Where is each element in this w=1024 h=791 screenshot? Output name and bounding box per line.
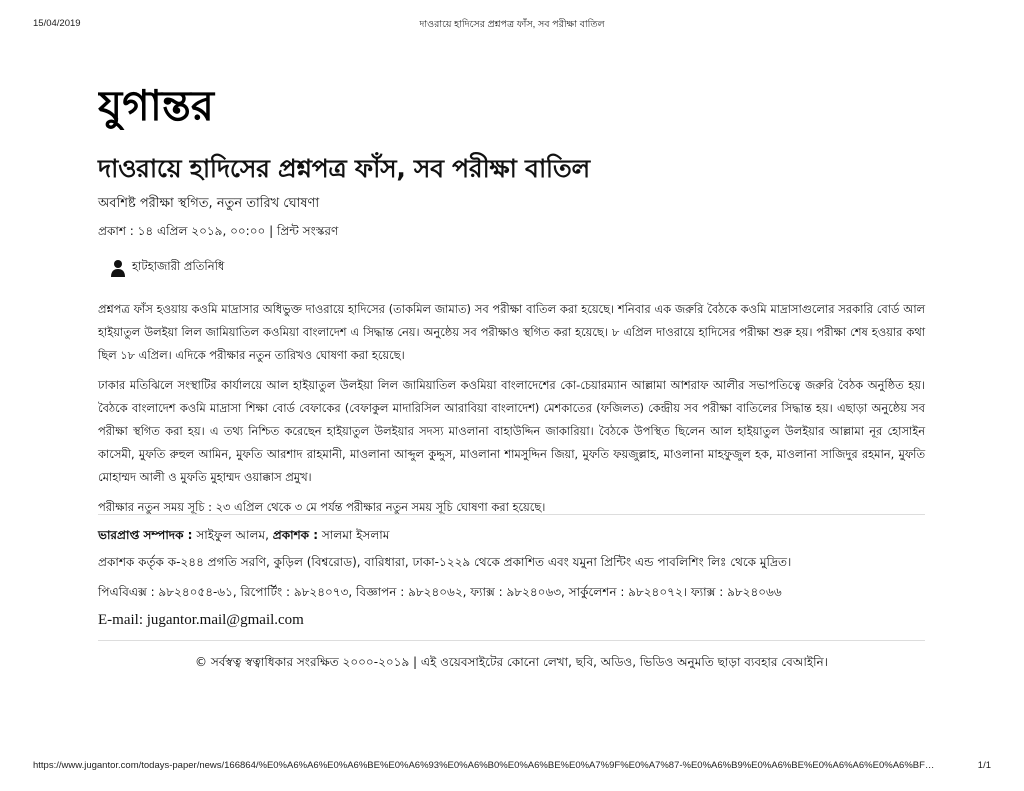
contact-email[interactable]: E-mail: jugantor.mail@gmail.com xyxy=(98,612,304,628)
print-page-number: 1/1 xyxy=(977,760,991,771)
user-icon xyxy=(110,259,126,277)
author-line xyxy=(110,258,224,277)
article-subtitle: অবশিষ্ট পরীক্ষা স্থগিত, নতুন তারিখ ঘোষণা xyxy=(98,196,320,211)
article-body xyxy=(98,298,925,525)
publisher-label: প্রকাশক : xyxy=(272,528,319,542)
print-url: https://www.jugantor.com/todays-paper/news/166864/%E0%A6%A6%E0%A6%BE%E0%A6%93%E0%A6%B0%E0%A6%BE%E0%A7%9F%E0%A7%87-%E0%A6%B9%E0%A6%BE%E0%A6%A6%E0%A6%BF… xyxy=(33,760,935,771)
publish-info: প্রকাশ : ১৪ এপ্রিল ২০১৯, ০০:০০ | প্রিন্ট সংস্করণ xyxy=(98,224,339,238)
logo-text: যুগান্তর xyxy=(98,81,214,130)
jugantor-logo[interactable] xyxy=(98,80,360,130)
editor-line xyxy=(98,527,389,547)
footer-divider xyxy=(98,514,925,515)
publisher-name: সালমা ইসলাম xyxy=(318,528,390,542)
print-date: 15/04/2019 xyxy=(33,18,81,29)
publisher-address: প্রকাশক কর্তৃক ক-২৪৪ প্রগতি সরণি, কুড়িল (বিশ্বরোড), বারিধারা, ঢাকা-১২২৯ থেকে প্রকাশিত এবং যমুনা প্রিন্টিং এন্ড পাবলিশিং লিঃ থেকে মুদ্রিত। xyxy=(98,555,792,569)
article-paragraph: প্রশ্নপত্র ফাঁস হওয়ায় কওমি মাদ্রাসার অধিভুক্ত দাওরায়ে হাদিসের (তাকমিল জামাত) সব পরীক্ষা বাতিল করা হয়েছে। শনিবার এক জরুরি বৈঠকে কওমি মাদ্রাসাগুলোর সরকারি বোর্ড আল হাইয়াতুল উলইয়া লিল জামিয়াতিল কওমিয়া বাংলাদেশ এ সিদ্ধান্ত নেয়। অনুষ্ঠেয় সব পরীক্ষাও স্থগিত করা হয়েছে। ৮ এপ্রিল দাওরায়ে হাদিসের পরীক্ষা শুরু হয়। পরীক্ষা শেষ হওয়ার কথা ছিল ১৮ এপ্রিল। এদিকে পরীক্ষার নতুন তারিখও ঘোষণা করা হয়েছে। xyxy=(98,302,925,363)
editor-label: ভারপ্রাপ্ত সম্পাদক : xyxy=(98,528,193,542)
contact-phones: পিএবিএক্স : ৯৮২৪০৫৪-৬১, রিপোর্টিং : ৯৮২৪০৭৩, বিজ্ঞাপন : ৯৮২৪০৬২, ফ্যাক্স : ৯৮২৪০৬৩, সার্কুলেশন : ৯৮২৪০৭২। ফ্যাক্স : ৯৮২৪০৬৬ xyxy=(98,585,782,599)
print-page-title: দাওরায়ে হাদিসের প্রশ্নপত্র ফাঁস, সব পরীক্ষা বাতিল xyxy=(419,19,605,30)
copyright-divider xyxy=(98,640,925,641)
article-headline: দাওরায়ে হাদিসের প্রশ্নপত্র ফাঁস, সব পরীক্ষা বাতিল xyxy=(98,154,590,183)
article-paragraph: ঢাকার মতিঝিলে সংস্থাটির কার্যালয়ে আল হাইয়াতুল উলইয়া লিল জামিয়াতিল কওমিয়া বাংলাদেশের কো-চেয়ারম্যান আল্লামা আশরাফ আলীর সভাপতিত্বে জরুরি বৈঠক অনুষ্ঠিত হয়। বৈঠকে বাংলাদেশ কওমি মাদ্রাসা শিক্ষা বোর্ড বেফাকের (বেফাকুল মাদারিসিল আরাবিয়া বাংলাদেশ) মেশকাতের (ফজিলত) কেন্দ্রীয় সব পরীক্ষা বাতিলের সিদ্ধান্ত হয়। এছাড়া অনুষ্ঠেয় সব পরীক্ষা স্থগিত করা হয়। এ তথ্য নিশ্চিত করেছেন হাইয়াতুল উলইয়ার সদস্য মাওলানা বাহাউদ্দিন জাকারিয়া। বৈঠকে উপস্থিত ছিলেন আল হাইয়াতুল উলইয়ার আল্লামা নূর হোসাইন কাসেমী, মুফতি রুহুল আমিন, মুফতি আরশাদ রাহমানী, মাওলানা আব্দুল কুদ্দুস, মাওলানা শামসুদ্দিন জিয়া, মুফতি ফয়জুল্লাহ, মাওলানা মাহফুজুল হক, মাওলানা সাজিদুর রহমান, মুফতি মোহাম্মদ আলী ও মুফতি মুহাম্মদ ওয়াক্কাস প্রমুখ। xyxy=(98,377,925,485)
article-paragraph: পরীক্ষার নতুন সময় সূচি : ২৩ এপ্রিল থেকে ৩ মে পর্যন্ত পরীক্ষার নতুন সময় সূচি ঘোষণা করা হয়েছে। xyxy=(98,499,546,514)
copyright-notice: © সর্বস্বত্ব স্বত্বাধিকার সংরক্ষিত ২০০০-২০১৯ | এই ওয়েবসাইটের কোনো লেখা, ছবি, অডিও, ভিডিও অনুমতি ছাড়া ব্যবহার বেআইনি। xyxy=(195,655,828,669)
author-name: হাটহাজারী প্রতিনিধি xyxy=(132,259,225,273)
editor-name: সাইফুল আলম, xyxy=(192,528,273,542)
